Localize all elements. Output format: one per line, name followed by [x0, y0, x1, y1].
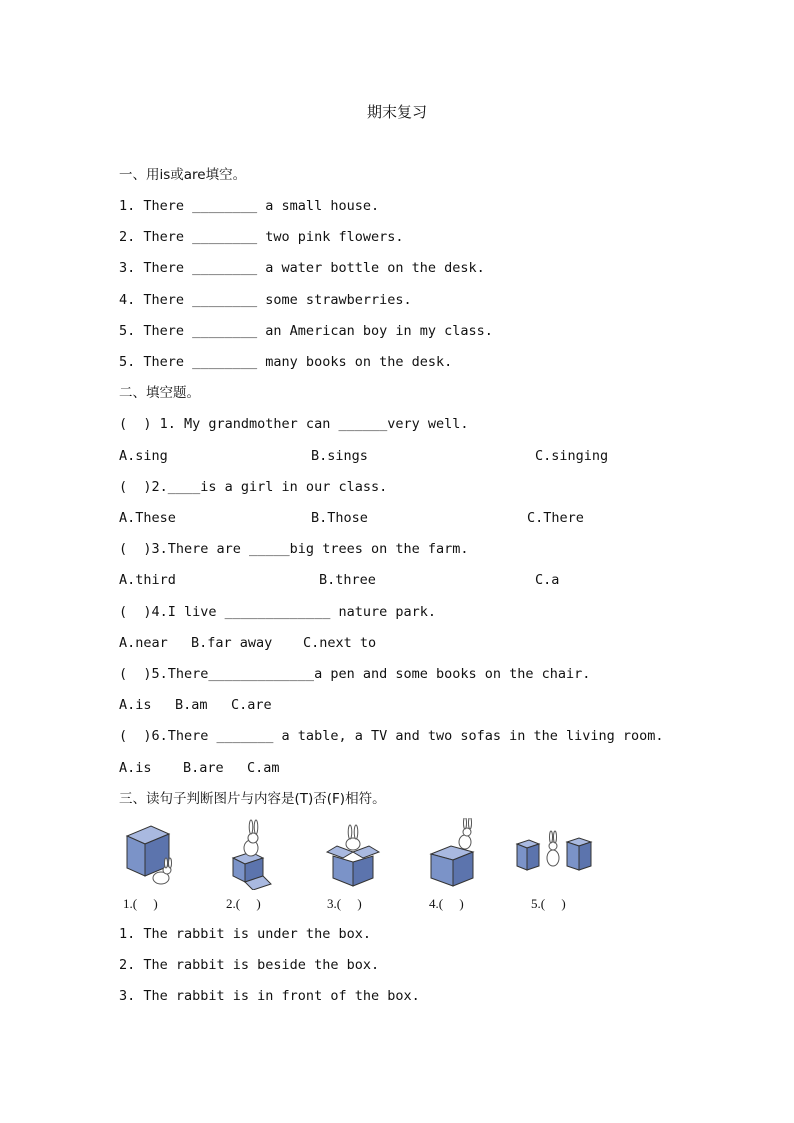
option-c: C.There: [527, 510, 584, 526]
option-a: A.These: [119, 510, 176, 526]
option-c: C.next to: [303, 635, 377, 651]
question-stem: ( )6.There _______ a table, a TV and two sofas in the living room.: [119, 728, 664, 744]
fill-item: 3. There ________ a water bottle on the desk.: [119, 260, 485, 276]
question-stem: ( ) 1. My grandmother can ______very well.: [119, 416, 469, 432]
fill-item: 4. There ________ some strawberries.: [119, 292, 412, 308]
section1-heading: 一、用is或are填空。: [119, 167, 247, 183]
option-a: A.is: [119, 760, 152, 776]
picture-label-5: 5.( ): [531, 896, 566, 911]
option-a: A.third: [119, 572, 176, 588]
option-b: B.are: [183, 760, 224, 776]
box-rabbit-picture-3: [323, 818, 387, 890]
picture-label-1: 1.( ): [123, 896, 158, 911]
option-c: C.am: [247, 760, 280, 776]
option-b: B.three: [319, 572, 376, 588]
option-b: B.sings: [311, 448, 368, 464]
question-stem: ( )4.I live _____________ nature park.: [119, 604, 436, 620]
box-rabbit-picture-2: [223, 818, 285, 890]
option-a: A.sing: [119, 448, 168, 464]
option-a: A.is: [119, 697, 152, 713]
fill-item: 5. There ________ an American boy in my class.: [119, 323, 493, 339]
option-c: C.singing: [535, 448, 609, 464]
picture-strip: [119, 818, 599, 910]
picture-label-2: 2.( ): [226, 896, 261, 911]
section3-heading: 三、读句子判断图片与内容是(T)否(F)相符。: [119, 791, 386, 807]
section2-heading: 二、填空题。: [119, 385, 200, 401]
judge-sentence: 3. The rabbit is in front of the box.: [119, 988, 420, 1004]
question-stem: ( )5.There_____________a pen and some books on the chair.: [119, 666, 591, 682]
box-rabbit-picture-1: [119, 818, 181, 890]
judge-sentence: 2. The rabbit is beside the box.: [119, 957, 380, 973]
question-stem: ( )3.There are _____big trees on the farm.: [119, 541, 469, 557]
picture-label-3: 3.( ): [327, 896, 362, 911]
option-b: B.Those: [311, 510, 368, 526]
option-b: B.far away: [191, 635, 273, 651]
fill-item: 1. There ________ a small house.: [119, 198, 380, 214]
fill-item: 2. There ________ two pink flowers.: [119, 229, 404, 245]
question-stem: ( )2.____is a girl in our class.: [119, 479, 388, 495]
option-b: B.am: [175, 697, 208, 713]
option-a: A.near: [119, 635, 168, 651]
box-rabbit-picture-4: [427, 818, 489, 890]
picture-label-4: 4.( ): [429, 896, 464, 911]
fill-item: 5. There ________ many books on the desk.: [119, 354, 453, 370]
option-c: C.a: [535, 572, 560, 588]
page-title: 期末复习: [366, 103, 427, 121]
option-c: C.are: [231, 697, 272, 713]
box-rabbit-picture-5: [515, 818, 595, 890]
judge-sentence: 1. The rabbit is under the box.: [119, 926, 371, 942]
